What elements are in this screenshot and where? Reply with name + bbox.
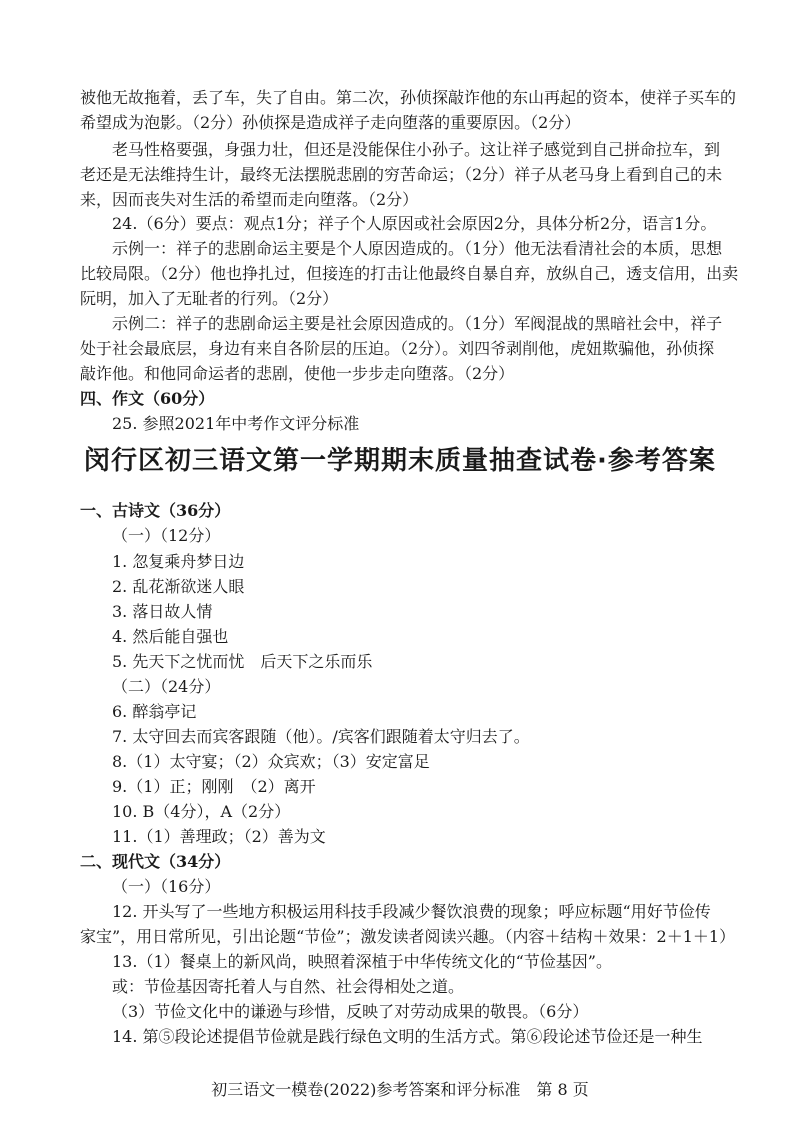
example-1-line-2: 比较局限。（2分）他也挣扎过，但接连的打击让他最终自暴自弃，放纵自己，透支信用，出卖 bbox=[80, 264, 739, 283]
page-footer: 初三语文一模卷(2022)参考答案和评分标准 第 8 页 bbox=[211, 1080, 589, 1099]
question-24-header: 24.（6分）要点：观点1分；祥子个人原因或社会原因2分，具体分析2分，语言1分。 bbox=[112, 214, 717, 233]
page-title: 闵行区初三语文第一学期期末质量抽查试卷·参考答案 bbox=[84, 446, 716, 476]
section-heading-modern: 二、现代文（34分） bbox=[80, 852, 231, 871]
section-heading-classical: 一、古诗文（36分） bbox=[80, 501, 231, 520]
answer-14-line-1: 14. 第⑤段论述提倡节俭就是践行绿色文明的生活方式。第⑥段论述节俭还是一种生 bbox=[112, 1027, 703, 1046]
answer-7: 7. 太守回去而宾客跟随（他）。/宾客们跟随着太守归去了。 bbox=[112, 727, 530, 746]
answer-13-line-3: （3）节俭文化中的谦逊与珍惜，反映了对劳动成果的敬畏。（6分） bbox=[112, 1002, 589, 1021]
carryover-line-2: 希望成为泡影。（2分）孙侦探是造成祥子走向堕落的重要原因。（2分） bbox=[80, 113, 581, 132]
subsection-modern-1: （一）（16分） bbox=[112, 877, 221, 896]
answer-11: 11.（1）善理政；（2）善为文 bbox=[112, 827, 326, 846]
answer-6: 6. 醉翁亭记 bbox=[112, 702, 197, 721]
answer-9: 9.（1）正；刚刚 （2）离开 bbox=[112, 777, 316, 796]
answer-3: 3. 落日故人情 bbox=[112, 602, 213, 621]
carryover-line-1: 被他无故拖着，丢了车，失了自由。第二次，孙侦探敲诈他的东山再起的资本，使祥子买车的 bbox=[80, 88, 737, 107]
example-1-line-1: 示例一：祥子的悲剧命运主要是个人原因造成的。（1分）他无法看清社会的本质，思想 bbox=[112, 239, 723, 258]
example-2-line-2: 处于社会最底层，身边有来自各阶层的压迫。（2分）。刘四爷剥削他，虎妞欺骗他，孙侦探 bbox=[80, 339, 715, 358]
answer-8: 8.（1）太守宴；（2）众宾欢；（3）安定富足 bbox=[112, 752, 430, 771]
answer-13-line-2: 或：节俭基因寄托着人与自然、社会得相处之道。 bbox=[112, 977, 465, 996]
carryover-line-5: 来，因而丧失对生活的希望而走向堕落。（2分） bbox=[80, 190, 419, 209]
section-heading-essay: 四、作文（60分） bbox=[80, 389, 215, 408]
answer-12-line-1: 12. 开头写了一些地方积极运用科技手段减少餐饮浪费的现象；呼应标题“用好节俭传 bbox=[112, 902, 711, 921]
question-25: 25. 参照2021年中考作文评分标准 bbox=[112, 414, 360, 433]
answer-1: 1. 忽复乘舟梦日边 bbox=[112, 552, 245, 571]
answer-4: 4. 然后能自强也 bbox=[112, 627, 229, 646]
subsection-1: （一）（12分） bbox=[112, 526, 221, 545]
example-2-line-1: 示例二：祥子的悲剧命运主要是社会原因造成的。（1分）军阀混战的黑暗社会中，祥子 bbox=[112, 314, 723, 333]
answer-5: 5. 先天下之忧而忧 后天下之乐而乐 bbox=[112, 652, 373, 671]
example-1-line-3: 阮明，加入了无耻者的行列。（2分） bbox=[80, 289, 339, 308]
example-2-line-3: 敲诈他。和他同命运者的悲剧，使他一步步走向堕落。（2分） bbox=[80, 364, 515, 383]
answer-13-line-1: 13.（1）餐桌上的新风尚，映照着深植于中华传统文化的“节俭基因”。 bbox=[112, 952, 612, 971]
carryover-line-3: 老马性格要强，身强力壮，但还是没能保住小孙子。这让祥子感觉到自己拼命拉车，到 bbox=[112, 140, 721, 159]
answer-10: 10. B（4分），A（2分） bbox=[112, 802, 291, 821]
subsection-2: （二）（24分） bbox=[112, 677, 221, 696]
answer-12-line-2: 家宝”，用日常所见，引出论题“节俭”；激发读者阅读兴趣。（内容＋结构＋效果：2＋1＋1） bbox=[80, 927, 736, 946]
answer-2: 2. 乱花渐欲迷人眼 bbox=[112, 577, 245, 596]
carryover-line-4: 老还是无法维持生计，最终无法摆脱悲剧的穷苦命运；（2分）祥子从老马身上看到自己的未 bbox=[80, 165, 723, 184]
